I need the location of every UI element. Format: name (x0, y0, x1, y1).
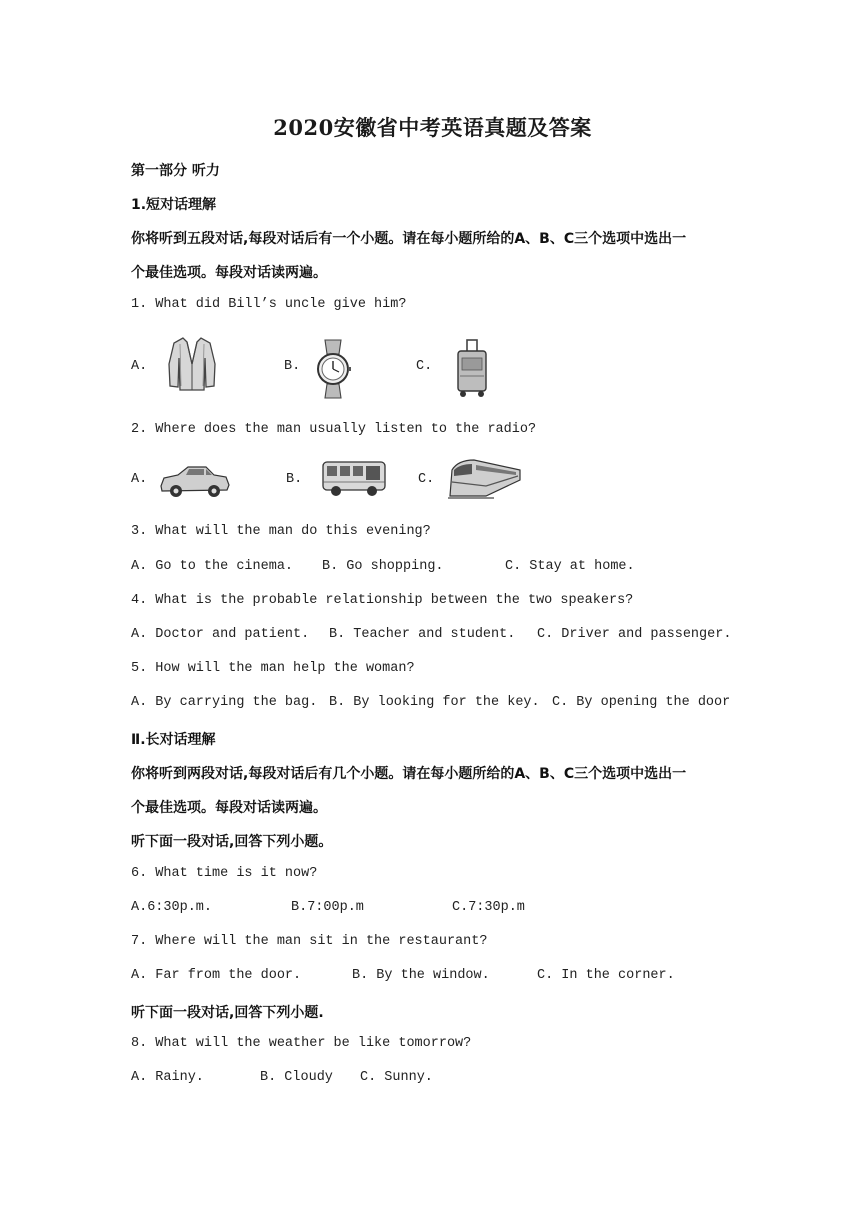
section2-heading: Ⅱ.长对话理解 (131, 732, 216, 748)
q7-option-b: B. By the window. (352, 968, 490, 983)
question-4: 4. What is the probable relationship between the two speakers? (131, 593, 634, 608)
question-2: 2. Where does the man usually listen to the radio? (131, 422, 537, 437)
q1-option-a-label: A. (131, 359, 148, 374)
suitcase-icon (452, 338, 492, 400)
watch-icon (313, 338, 353, 400)
page-title: 2020安徽省中考英语真题及答案 (273, 115, 592, 140)
q1-option-c-label: C. (416, 359, 433, 374)
q5-option-a: A. By carrying the bag. (131, 695, 318, 710)
dialogue-2-intro: 听下面一段对话,回答下列小题. (131, 1005, 324, 1021)
jacket-icon (166, 334, 218, 392)
q3-option-a: A. Go to the cinema. (131, 559, 294, 574)
section1-instruction-line2: 个最佳选项。每段对话读两遍。 (131, 265, 327, 281)
train-icon (446, 456, 524, 500)
q2-option-c-label: C. (418, 472, 435, 487)
q5-option-b: B. By looking for the key. (329, 695, 540, 710)
q4-option-c: C. Driver and passenger. (537, 627, 732, 642)
q8-option-b: B. Cloudy (260, 1070, 333, 1085)
q8-option-a: A. Rainy. (131, 1070, 204, 1085)
question-6: 6. What time is it now? (131, 866, 318, 881)
question-5: 5. How will the man help the woman? (131, 661, 415, 676)
section1-heading: 1.短对话理解 (131, 197, 217, 213)
q4-option-a: A. Doctor and patient. (131, 627, 310, 642)
q2-option-b-label: B. (286, 472, 303, 487)
question-7: 7. Where will the man sit in the restaurant? (131, 934, 488, 949)
car-icon (158, 462, 232, 500)
part-heading: 第一部分 听力 (131, 163, 220, 179)
q6-option-a: A.6:30p.m. (131, 900, 213, 915)
q7-option-a: A. Far from the door. (131, 968, 302, 983)
section1-instruction-line1: 你将听到五段对话,每段对话后有一个小题。请在每小题所给的A、B、C三个选项中选出一 (131, 231, 687, 247)
question-8: 8. What will the weather be like tomorrow? (131, 1036, 472, 1051)
q1-option-b-label: B. (284, 359, 301, 374)
bus-icon (320, 458, 388, 498)
section2-instruction-line2: 个最佳选项。每段对话读两遍。 (131, 800, 327, 816)
question-3: 3. What will the man do this evening? (131, 524, 431, 539)
dialogue-1-intro: 听下面一段对话,回答下列小题。 (131, 834, 333, 850)
q3-option-c: C. Stay at home. (505, 559, 635, 574)
q7-option-c: C. In the corner. (537, 968, 675, 983)
section2-instruction-line1: 你将听到两段对话,每段对话后有几个小题。请在每小题所给的A、B、C三个选项中选出一 (131, 766, 687, 782)
q2-option-a-label: A. (131, 472, 148, 487)
q6-option-b: B.7:00p.m (291, 900, 364, 915)
question-1: 1. What did Bill’s uncle give him? (131, 297, 407, 312)
q4-option-b: B. Teacher and student. (329, 627, 516, 642)
q8-option-c: C. Sunny. (360, 1070, 433, 1085)
q6-option-c: C.7:30p.m (452, 900, 525, 915)
q3-option-b: B. Go shopping. (322, 559, 444, 574)
q5-option-c: C. By opening the door (552, 695, 731, 710)
